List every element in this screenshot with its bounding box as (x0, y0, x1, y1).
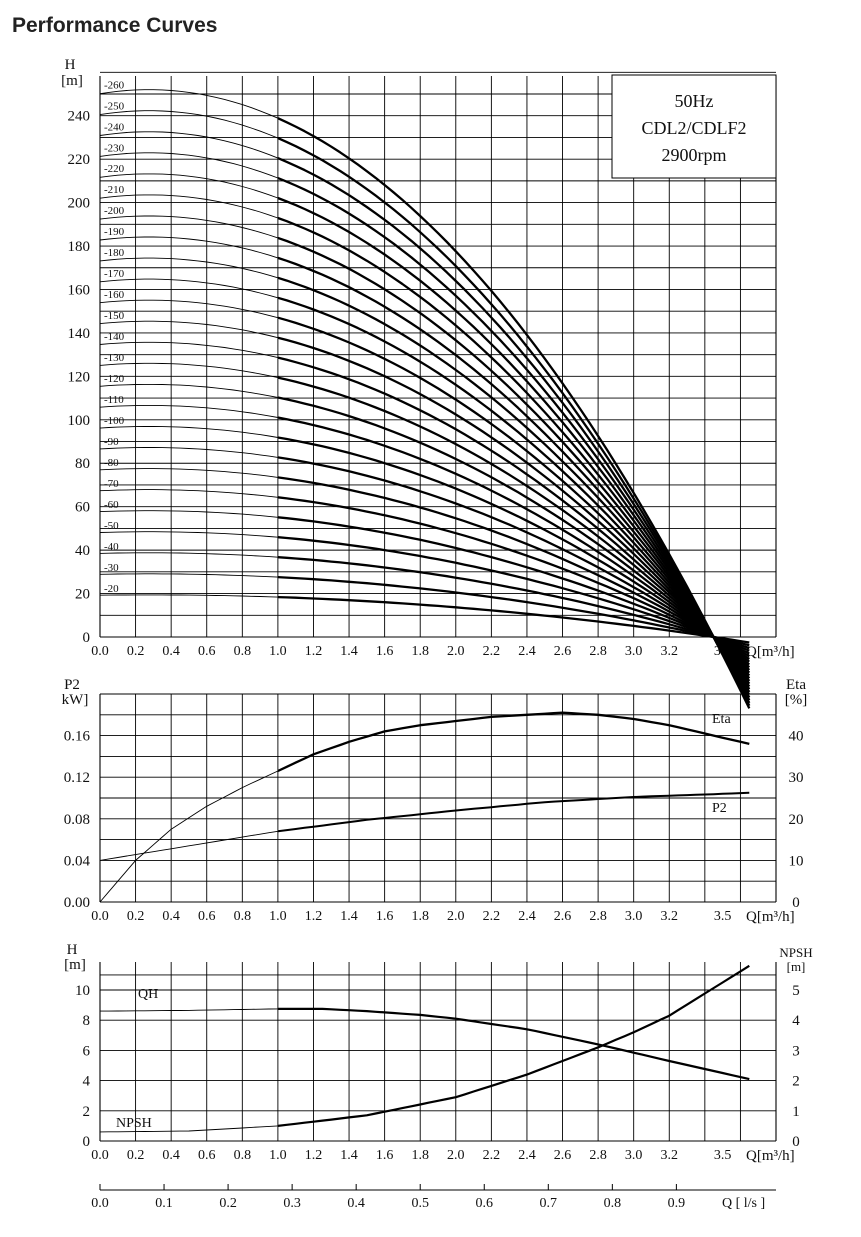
x-tick-label: 0.6 (197, 1148, 216, 1163)
y-tick-label: 220 (67, 152, 90, 169)
y-tick-label: 40 (75, 543, 90, 560)
x-tick-label: 0.8 (233, 909, 252, 924)
series-line-thin (100, 469, 278, 478)
series-line-thin (100, 321, 278, 338)
y-right-tick-label: 3 (792, 1043, 800, 1060)
y-tick-label: 0.04 (63, 853, 90, 870)
npsh-panel (64, 942, 812, 1211)
y-tick-label: 2 (82, 1103, 90, 1120)
y-tick-label: 240 (67, 108, 90, 125)
series-label: -180 (104, 247, 125, 260)
series-line-thin (100, 279, 278, 298)
y-tick-label: 0.12 (63, 770, 90, 787)
y-right-axis-unit: [m] (786, 959, 806, 974)
series-line-thin (100, 342, 278, 357)
power-efficiency-panel (62, 677, 808, 925)
series-line-thin (100, 574, 278, 577)
x-tick-label: 2.4 (518, 644, 536, 659)
secondary-axis-tick-label: 0.5 (411, 1196, 429, 1211)
series-label: -40 (104, 541, 119, 554)
x-tick-label: 2.2 (482, 909, 501, 924)
x-tick-label: 1.6 (375, 909, 394, 924)
x-tick-label: 0.8 (233, 644, 252, 659)
x-tick-label: 1.2 (304, 1148, 323, 1163)
y-tick-label: 180 (67, 239, 90, 256)
series-line-thin (100, 448, 278, 458)
series-line-thin (100, 771, 278, 902)
y-right-tick-label: 0 (792, 1134, 800, 1150)
series-line-thin (100, 384, 278, 397)
y-right-axis-label: Eta (786, 677, 806, 693)
x-tick-label: 2.4 (518, 1148, 536, 1163)
x-tick-label: 3.2 (660, 1148, 679, 1163)
x-tick-label: 0.4 (162, 909, 180, 924)
series-label: -210 (104, 184, 125, 197)
x-tick-label: 1.4 (340, 644, 358, 659)
x-tick-label: 3.0 (624, 1148, 643, 1163)
series-label-eta: Eta (712, 712, 731, 727)
y-tick-label: 160 (67, 282, 90, 299)
x-tick-label: 0.4 (162, 644, 180, 659)
series-line-thin (100, 831, 278, 860)
x-tick-label: 2.2 (482, 644, 501, 659)
y-tick-label: 140 (67, 325, 90, 342)
x-tick-label: 0.6 (197, 909, 216, 924)
series-line-thin (100, 174, 278, 198)
y-right-tick-label: 4 (792, 1013, 800, 1030)
y-right-tick-label: 0 (792, 895, 800, 911)
y-tick-label: 6 (82, 1043, 90, 1060)
series-label-qh: QH (138, 987, 159, 1002)
y-tick-label: 20 (75, 586, 90, 603)
x-axis-label: Q[m³/h] (746, 1148, 795, 1164)
series-label: -160 (104, 289, 125, 302)
x-tick-label: 2.8 (589, 1148, 607, 1163)
x-tick-label: 2.4 (518, 909, 536, 924)
y-right-tick-label: 5 (792, 983, 800, 999)
x-tick-label: 1.4 (340, 1148, 358, 1163)
x-tick-label: 1.2 (304, 909, 323, 924)
y-tick-label: 0 (82, 630, 90, 646)
x-tick-label: 0.8 (233, 1148, 252, 1163)
series-line-thin (100, 195, 278, 218)
series-label-p2: P2 (712, 801, 727, 816)
secondary-axis-tick-label: 0.0 (91, 1196, 109, 1211)
secondary-axis-tick-label: 0.1 (155, 1196, 173, 1211)
info-box-speed: 2900rpm (661, 145, 727, 165)
series-label-npsh: NPSH (116, 1116, 152, 1131)
series-line-thin (100, 300, 278, 318)
series-label: -260 (104, 79, 125, 92)
x-tick-label: 2.6 (553, 909, 572, 924)
y-axis-unit: [m] (61, 73, 83, 89)
x-tick-label: 2.2 (482, 1148, 501, 1163)
series-label: -30 (104, 562, 119, 575)
y-tick-label: 0.16 (63, 728, 90, 745)
x-tick-label: 1.8 (411, 1148, 429, 1163)
x-tick-label: 2.6 (553, 1148, 572, 1163)
series-label: -50 (104, 520, 119, 533)
x-tick-label: 0.0 (91, 909, 109, 924)
series-label: -80 (104, 457, 119, 470)
secondary-axis-label: Q [ l/s ] (722, 1196, 766, 1211)
series-label: -170 (104, 268, 125, 281)
x-tick-label: 2.8 (589, 909, 607, 924)
x-tick-label: 2.0 (447, 909, 465, 924)
y-tick-label: 0.08 (63, 811, 90, 828)
series-line-thin (100, 132, 278, 158)
series-label: -220 (104, 163, 125, 176)
secondary-axis-tick-label: 0.8 (603, 1196, 622, 1211)
series-line-thin (100, 216, 278, 238)
series-label: -250 (104, 100, 125, 113)
series-label: -90 (104, 436, 119, 449)
x-tick-label: 1.0 (269, 1148, 287, 1163)
y-axis-label: P2 (64, 677, 80, 693)
secondary-axis-tick-label: 0.2 (219, 1196, 237, 1211)
y-right-tick-label: 30 (788, 770, 804, 787)
series-line-thin (100, 532, 278, 538)
x-tick-label: 1.4 (340, 909, 358, 924)
y-right-tick-label: 1 (792, 1103, 800, 1120)
page-title: Performance Curves (12, 14, 218, 37)
series-label: -60 (104, 499, 119, 512)
y-tick-label: 100 (67, 412, 90, 429)
y-axis-label: H (64, 57, 76, 73)
x-tick-label: 3.5 (713, 909, 732, 924)
series-label: -200 (104, 205, 125, 218)
x-tick-label: 1.8 (411, 909, 429, 924)
x-tick-label: 2.8 (589, 644, 607, 659)
y-tick-label: 4 (82, 1073, 90, 1090)
x-tick-label: 1.2 (304, 644, 323, 659)
series-line-thin (100, 427, 278, 438)
y-right-tick-label: 20 (788, 811, 804, 828)
series-line-thin (100, 237, 278, 258)
x-tick-label: 1.0 (269, 644, 287, 659)
y-axis-unit: kW] (61, 692, 89, 708)
x-tick-label: 3.5 (713, 1148, 732, 1163)
x-tick-label: 3.0 (624, 909, 643, 924)
x-tick-label: 3.5 (713, 644, 732, 659)
x-tick-label: 1.6 (375, 644, 394, 659)
secondary-axis-tick-label: 0.6 (475, 1196, 494, 1211)
x-tick-label: 0.6 (197, 644, 216, 659)
y-tick-label: 8 (82, 1013, 90, 1030)
x-axis-label: Q[m³/h] (746, 909, 795, 925)
x-tick-label: 2.0 (447, 1148, 465, 1163)
x-tick-label: 0.4 (162, 1148, 180, 1163)
secondary-axis-tick-label: 0.9 (667, 1196, 686, 1211)
x-tick-label: 1.6 (375, 1148, 394, 1163)
y-right-axis-unit: [%] (784, 692, 808, 708)
x-tick-label: 1.8 (411, 644, 429, 659)
series-line-thin (100, 595, 278, 597)
x-tick-label: 2.6 (553, 644, 572, 659)
series-line-thin (100, 405, 278, 417)
y-axis-label: H (66, 942, 78, 958)
x-tick-label: 0.2 (126, 644, 145, 659)
y-tick-label: 200 (67, 195, 90, 212)
y-right-tick-label: 2 (792, 1073, 800, 1090)
y-tick-label: 10 (75, 983, 90, 999)
info-box-model: CDL2/CDLF2 (641, 118, 747, 138)
series-label: -130 (104, 352, 125, 365)
y-tick-label: 0 (82, 1134, 90, 1150)
x-tick-label: 3.2 (660, 909, 679, 924)
info-box (612, 75, 776, 178)
x-tick-label: 1.0 (269, 909, 287, 924)
x-tick-label: 0.2 (126, 1148, 145, 1163)
x-tick-label: 0.0 (91, 1148, 109, 1163)
series-label: -230 (104, 142, 125, 155)
y-right-tick-label: 10 (788, 853, 804, 870)
x-tick-label: 2.0 (447, 644, 465, 659)
y-tick-label: 60 (75, 499, 90, 516)
series-label: -100 (104, 415, 125, 428)
x-tick-label: 3.2 (660, 644, 679, 659)
series-label: -190 (104, 226, 125, 239)
x-axis-label: Q[m³/h] (746, 644, 795, 660)
series-label: -120 (104, 373, 125, 386)
x-tick-label: 0.0 (91, 644, 109, 659)
series-line-thin (100, 363, 278, 377)
series-label: -140 (104, 331, 125, 344)
y-tick-label: 80 (75, 456, 90, 473)
x-tick-label: 3.0 (624, 644, 643, 659)
secondary-axis-tick-label: 0.4 (347, 1196, 365, 1211)
info-box-frequency: 50Hz (674, 91, 714, 111)
y-right-axis-label: NPSH (779, 945, 813, 960)
series-label: -110 (104, 394, 124, 407)
series-line-thin (100, 553, 278, 557)
y-axis-unit: [m] (64, 957, 86, 973)
series-label: -20 (104, 583, 119, 596)
x-tick-label: 0.2 (126, 909, 145, 924)
secondary-axis-tick-label: 0.3 (283, 1196, 301, 1211)
y-tick-label: 120 (67, 369, 90, 386)
series-label: -240 (104, 121, 125, 134)
series-label: -150 (104, 310, 125, 323)
y-right-tick-label: 40 (788, 728, 804, 745)
y-tick-label: 0.00 (63, 895, 90, 911)
series-line-thin (100, 511, 278, 518)
series-label: -70 (104, 478, 119, 491)
series-line-thin (100, 490, 278, 498)
series-line-thin (100, 1009, 278, 1011)
secondary-axis-tick-label: 0.7 (539, 1196, 558, 1211)
